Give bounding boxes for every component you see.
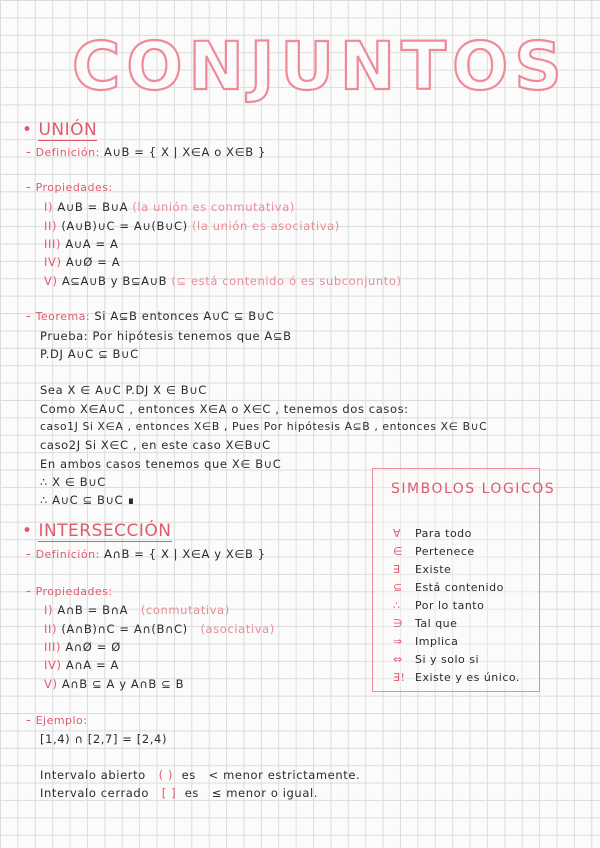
simbolos-box [372, 468, 556, 692]
prop-expr: A∩A = A [65, 658, 119, 672]
prop-num: V) [44, 274, 58, 288]
such-that-icon: ∋ [393, 617, 404, 630]
prop-expr: A∪Ø = A [65, 255, 121, 269]
dash-icon: - [26, 713, 32, 728]
prop-num: II) [44, 219, 58, 233]
prop-num: IV) [44, 658, 62, 672]
dash-icon: - [26, 547, 32, 562]
symbol-row [393, 527, 472, 540]
interval-rel: es [184, 786, 199, 800]
interseccion-def-label: Definición: [35, 548, 100, 561]
implies-icon: ⇒ [393, 635, 403, 648]
symbol-text: Está contenido [415, 581, 504, 594]
interseccion-definition [26, 547, 266, 562]
interseccion-prop-5 [44, 677, 184, 691]
prop-note: (⊆ está contenido ó es subconjunto) [171, 274, 402, 288]
dash-icon: - [26, 584, 32, 599]
theorem-body: Si A⊆B entonces A∪C ⊆ B∪C [94, 309, 275, 323]
prop-note: (la unión es conmutativa) [132, 200, 295, 214]
page-title: CONJUNTOS [72, 28, 568, 105]
union-heading [22, 120, 97, 140]
interseccion-props-label [26, 584, 113, 599]
proof-line: P.DJ A∪C ⊆ B∪C [40, 347, 139, 361]
prop-expr: A∪A = A [65, 237, 119, 251]
symbol-row [393, 617, 457, 630]
interseccion-prop-1 [44, 603, 230, 617]
interseccion-def-body: A∩B = { X | X∈A y X∈B } [104, 547, 266, 561]
interseccion-prop-3 [44, 640, 121, 654]
symbol-row [393, 545, 475, 558]
symbol-row [393, 671, 520, 684]
prop-num: IV) [44, 255, 62, 269]
theorem [26, 309, 274, 324]
ejemplo-line-cerrado [40, 786, 318, 800]
proof-line: ∴ A∪C ⊆ B∪C ∎ [40, 493, 136, 507]
ejemplo-line-abierto [40, 768, 360, 782]
interval-rel: es [181, 768, 196, 782]
union-props-label-text: Propiedades: [35, 181, 113, 194]
symbol-text: Implica [415, 635, 459, 648]
interval-desc: ≤ menor o igual. [211, 786, 319, 800]
symbol-text: Para todo [415, 527, 472, 540]
proof-line: caso1J Si X∈A , entonces X∈B , Pues Por hipótesis A⊆B , entonces X∈ B∪C [40, 420, 488, 433]
symbol-row [393, 599, 484, 612]
union-def-label: Definición: [35, 146, 100, 159]
symbol-text: Pertenece [415, 545, 475, 558]
prop-note: (la unión es asociativa) [191, 219, 340, 233]
interval-symbol: ( ) [158, 768, 174, 782]
simbolos-title: SIMBOLOS LOGICOS [391, 481, 556, 497]
prop-num: I) [44, 603, 54, 617]
prop-note: (asociativa) [200, 622, 275, 636]
union-props-label [26, 180, 113, 195]
proof-line: Como X∈A∪C , entonces X∈A o X∈C , tenemos dos casos: [40, 402, 409, 416]
interval-name: Intervalo abierto [40, 768, 146, 782]
forall-icon: ∀ [393, 527, 402, 540]
exists-unique-icon: ∃! [393, 671, 406, 684]
prop-expr: A∩Ø = Ø [65, 640, 121, 654]
interval-name: Intervalo cerrado [40, 786, 149, 800]
union-def-body: A∪B = { X | X∈A o X∈B } [104, 145, 266, 159]
bullet-icon: • [22, 120, 33, 140]
prop-note: (conmutativa) [140, 603, 230, 617]
proof-line: Sea X ∈ A∪C P.DJ X ∈ B∪C [40, 383, 207, 397]
prop-num: III) [44, 237, 62, 251]
union-prop-3 [44, 237, 119, 251]
symbol-row [393, 581, 504, 594]
proof-line: En ambos casos tenemos que X∈ B∪C [40, 457, 282, 471]
interseccion-prop-2 [44, 622, 275, 636]
proof-line: ∴ X ∈ B∪C [40, 475, 106, 489]
symbol-text: Existe y es único. [415, 671, 520, 684]
union-definition [26, 145, 266, 160]
prop-num: V) [44, 677, 58, 691]
prop-expr: (A∪B)∪C = A∪(B∪C) [61, 219, 188, 233]
ejemplo-label-text: Ejemplo: [35, 714, 88, 727]
prop-num: III) [44, 640, 62, 654]
interval-symbol: [ ] [161, 786, 177, 800]
symbol-text: Por lo tanto [415, 599, 485, 612]
ejemplo-expr: [1,4) ∩ [2,7] = [2,4) [40, 732, 168, 746]
ejemplo-label [26, 713, 88, 728]
interval-desc: < menor estrictamente. [208, 768, 361, 782]
dash-icon: - [26, 309, 32, 324]
dash-icon: - [26, 180, 32, 195]
union-heading-text: UNIÓN [38, 120, 98, 140]
union-prop-1 [44, 200, 295, 214]
theorem-label: Teorema: [35, 310, 91, 323]
symbol-row [393, 563, 451, 576]
prop-expr: (A∩B)∩C = A∩(B∩C) [61, 622, 188, 636]
symbol-text: Si y solo si [415, 653, 480, 666]
prop-num: II) [44, 622, 58, 636]
bullet-icon: • [22, 521, 33, 541]
proof-line: caso2J Si X∈C , en este caso X∈B∪C [40, 438, 271, 452]
prop-expr: A∩B = B∩A [57, 603, 129, 617]
dash-icon: - [26, 145, 32, 160]
symbol-row [393, 653, 479, 666]
subset-icon: ⊆ [393, 581, 403, 594]
element-of-icon: ∈ [393, 545, 404, 558]
symbol-row [393, 635, 458, 648]
exists-icon: ∃ [393, 563, 401, 576]
union-prop-5 [44, 274, 402, 288]
interseccion-heading [22, 521, 172, 541]
symbol-text: Existe [415, 563, 452, 576]
interseccion-prop-4 [44, 658, 119, 672]
interseccion-heading-text: INTERSECCIÓN [38, 521, 172, 541]
prop-expr: A∩B ⊆ A y A∩B ⊆ B [61, 677, 185, 691]
union-prop-2 [44, 219, 340, 233]
prop-expr: A∪B = B∪A [57, 200, 129, 214]
symbol-text: Tal que [415, 617, 458, 630]
prop-expr: A⊆A∪B y B⊆A∪B [61, 274, 168, 288]
interseccion-props-label-text: Propiedades: [35, 585, 113, 598]
iff-icon: ⇔ [393, 653, 403, 666]
union-prop-4 [44, 255, 120, 269]
proof-line: Prueba: Por hipótesis tenemos que A⊆B [40, 329, 292, 343]
prop-num: I) [44, 200, 54, 214]
therefore-icon: ∴ [393, 599, 401, 612]
